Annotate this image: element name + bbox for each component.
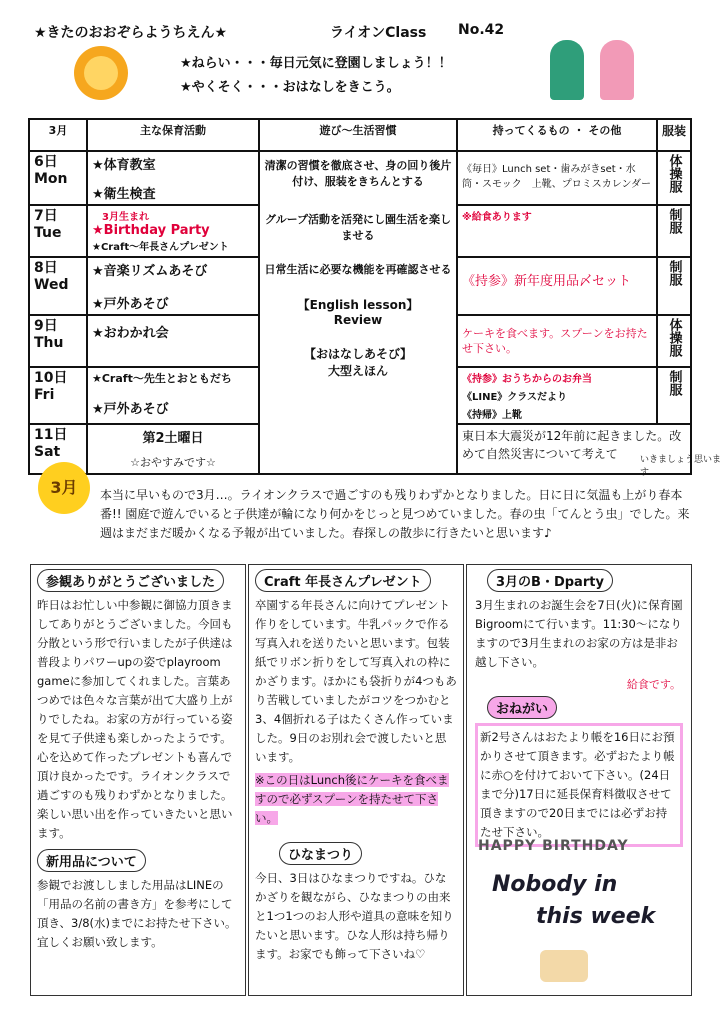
sunflower-icon: 3月 (38, 462, 90, 514)
bring-cell: 《持参》おうちからのお弁当 《LINE》クラスだより 《持帰》上靴 (457, 367, 657, 424)
bring-header: 持ってくるもの ・ その他 (457, 119, 657, 151)
bring-cell: ※給食あります (457, 205, 657, 257)
activity-cell: ★おわかれ会 (87, 315, 259, 367)
section-title: 3月のB・Dparty (487, 569, 613, 592)
hina-doll-male-icon (550, 40, 584, 100)
happy-birthday-banner: HAPPY BIRTHDAY (478, 838, 629, 854)
clothes-cell: 制服 (657, 367, 691, 424)
bring-cell: 《毎日》Lunch set・歯みがきset・水筒・スモック 上靴、プロミスカレンダー (457, 151, 657, 205)
activity-cell: ★体育教室 ★衛生検査 (87, 151, 259, 205)
weekly-schedule-table (28, 118, 692, 475)
class-name: ライオンClass (330, 25, 427, 41)
section-body: 昨日はお忙しい中参観に御協力頂きましてありがとうございました。今回も分散という形で行いましたが子供達は普段よりパワーupの姿でplayroom gameに参加してくれました。言葉あつめでは色々な言葉が出て大盛り上がりでしたね。お家の方が行っている姿を見て子供達も楽しかったようです。心を込めて作ったプレゼントも喜んで頂け良かったです。ライオンクラスで過ごすのも残りわずかとなりました。楽しい思い出を作っていきたいと思います。 (37, 598, 233, 840)
clothes-cell: 体操服 (657, 151, 691, 205)
bring-cell: ケーキを食べます。スプーンをお持たせ下さい。 (457, 315, 657, 367)
monthly-message: 本当に早いもので3月…。ライオンクラスで過ごすのも残りわずかとなりました。日に日に気温も上がり春本番!! 園庭で遊んでいると子供達が輪になり何かをじっと見つめていました。春の虫「てんとう虫」でした。来週はまだまだ暖かくなる予報が出ていました。春探しの散歩に行きたいと思います♪ (100, 488, 690, 540)
activity-cell: ★音楽リズムあそび ★戸外あそび (87, 257, 259, 315)
thanks-section (30, 564, 246, 996)
craft-section (248, 564, 464, 996)
life-header: 遊び～生活習慣 (259, 119, 457, 151)
promise-text: ★やくそく・・・おはなしをきこう。 (180, 80, 400, 95)
activity-cell: 3月生まれ ★Birthday Party ★Craft～年長さんプレゼント (87, 205, 259, 257)
schedule-header-row (29, 119, 691, 151)
section-body: 参観でお渡ししました用品はLINEの「用品の名前の書き方」を参考にして頂き、3/8(水)までにお持たせ下さい。宜しくお願い致します。 (37, 878, 237, 949)
cake-icon (540, 950, 588, 982)
goal-text: ★ねらい・・・毎日元気に登園しましょう！！ (180, 56, 452, 71)
clothes-cell: 制服 (657, 257, 691, 315)
day-cell: 11日 Sat (29, 424, 87, 474)
birthday-line-1: Nobody in (492, 872, 618, 897)
clothes-cell: 体操服 (657, 315, 691, 367)
day-cell: 8日 Wed (29, 257, 87, 315)
month-cell: 3月 (29, 119, 87, 151)
activities-header: 主な保育活動 (87, 119, 259, 151)
section-title: Craft 年長さんプレゼント (255, 569, 431, 592)
section-body: 3月生まれのお誕生会を7日(火)に保育園Bigroomにて行います。11:30～になりますので3月生まれのお家の方は是非お越し下さい。 (475, 598, 683, 669)
section-title: ひなまつり (279, 842, 362, 865)
activity-cell: 第2土曜日 ☆おやすみです☆ (87, 424, 259, 474)
lion-face-icon (84, 56, 118, 90)
day-cell: 10日 Fri (29, 367, 87, 424)
clothes-cell: 制服 (657, 205, 691, 257)
bring-cell: 《持参》新年度用品〆セット (457, 257, 657, 315)
activity-cell: ★Craft～先生とおともだち ★戸外あそび (87, 367, 259, 424)
clothes-header: 服装 (657, 119, 691, 151)
school-name: ★きたのおおぞらようちえん★ (34, 25, 228, 41)
section-title: おねがい (487, 696, 557, 719)
bday-section (466, 564, 692, 996)
day-cell: 6日 Mon (29, 151, 87, 205)
birthday-line-2: this week (536, 904, 656, 929)
hina-doll-female-icon (600, 40, 634, 100)
section-title: 参観ありがとうございました (37, 569, 224, 592)
day-cell: 9日 Thu (29, 315, 87, 367)
day-cell: 7日 Tue (29, 205, 87, 257)
section-body: 新2号さんはおたより帳を16日にお預かりさせて頂きます。必ずおたより帳に赤○を付けておいて下さい。(24日まで分)17日に延長保育料徴収させて頂きますので20日までには必ずお持たせ下さい。 (475, 723, 683, 847)
table-row (29, 151, 691, 205)
section-body: 今日、3日はひなまつりですね。ひなかざりを観ながら、ひなまつりの由来と1つ1つのお人形や道具の意味を知りたいと思います。ひな人形は持ち帰ります。お家でも飾って下さいね♡ (255, 871, 454, 961)
lunch-note: 給食です。 (626, 678, 681, 691)
section-body: 卒園する年長さんに向けてプレゼント作りをしています。牛乳パックで作る写真入れを送りたいと思います。包装紙でリボン折りをして写真入れの枠にかざります。ほかにも袋折りが4つもあり苦戦していましたがコツをつかむと3、4個折れる子はたくさん作っていました。9日のお別れ会で渡したいと思います。 (255, 598, 457, 764)
issue-number: No.42 (458, 22, 505, 38)
side-note: いきましょう思います (640, 455, 722, 478)
bring-cell: 東日本大震災が12年前に起きました。改めて自然災害について考えて (457, 424, 691, 474)
highlighted-note: ※この日はLunch後にケーキを食べますので必ずスプーンを持たせて下さい。 (255, 773, 449, 825)
section-title: 新用品について (37, 849, 146, 872)
life-cell: 清潔の習慣を徹底させ、身の回り後片付け、服装をきちんとする グループ活動を活発にし園生活を楽しませる 日常生活に必要な機能を再確認させる 【English lesson】 Review 【おはなしあそび】 大型えほん (259, 151, 457, 474)
